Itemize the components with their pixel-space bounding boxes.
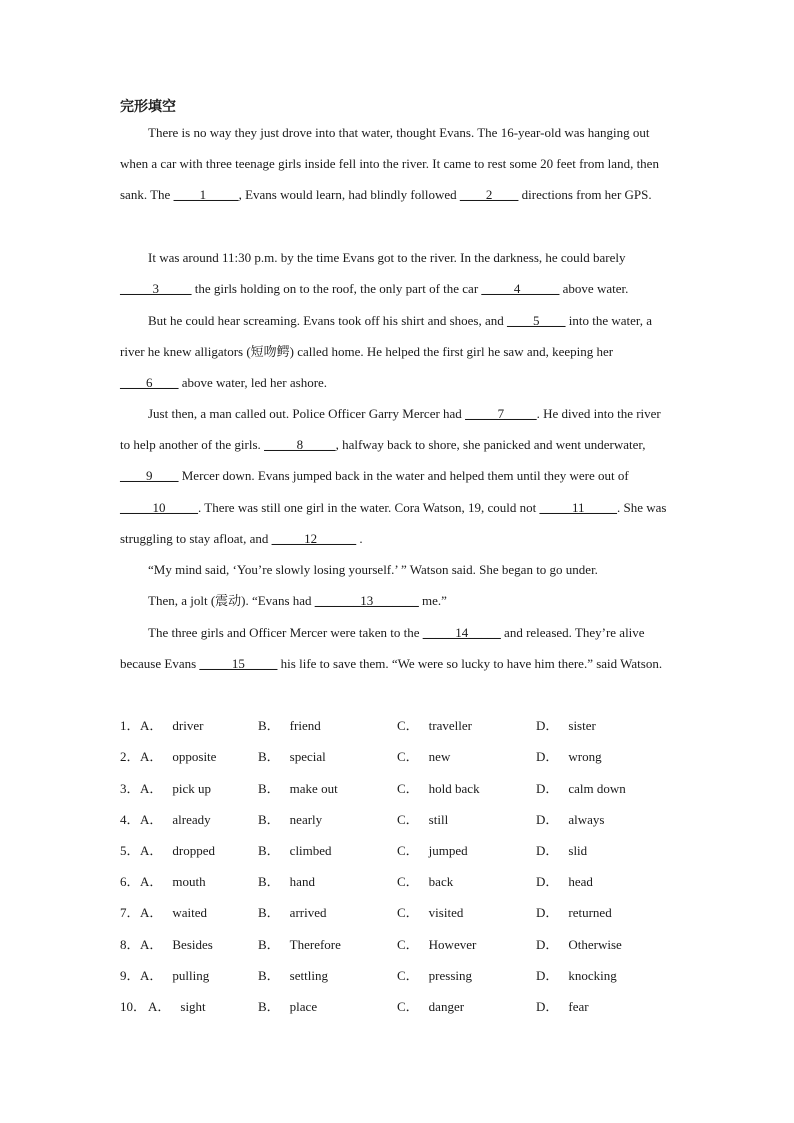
blank-7: _____7_____ [465, 406, 537, 421]
question-number: 8． [120, 937, 140, 952]
option-a: A． dropped [140, 843, 215, 858]
option-d: D． calm down [536, 781, 626, 796]
question-number: 3． [120, 781, 140, 796]
option-d: D． sister [536, 718, 596, 733]
blank-12: _____12______ [271, 530, 357, 546]
question-row [120, 903, 680, 934]
text: There is no way they just drove into that water, thought Evans. The 16-year-old was hanging out when a car with three teenage girls inside fell into the river. It came to rest some 20 feet from land, then sank. The [120, 125, 659, 203]
text: directions from her GPS. [518, 187, 652, 203]
text: The three girls and Officer Mercer were taken to the [148, 625, 423, 640]
option-b: B． arrived [258, 905, 327, 920]
paragraph-2 [120, 242, 672, 304]
paragraph-1 [120, 117, 672, 211]
paragraph-6 [120, 585, 672, 616]
text: me.” [418, 593, 447, 608]
option-d: D． head [536, 874, 593, 889]
option-a: A． Besides [140, 937, 213, 952]
blank-3: _____3_____ [120, 281, 192, 297]
text: into the water, a river he knew alligators (短吻鳄) called home. He helped the first girl he saw and, keeping her [120, 313, 652, 360]
question-row [120, 997, 680, 1028]
text: It was around 11:30 p.m. by the time Evans got to the river. In the darkness, he could barely [148, 250, 626, 265]
blank-11: _____11_____ [539, 499, 617, 515]
question-number: 7． [120, 905, 140, 920]
question-row [120, 747, 680, 778]
text: his life to save them. “We were so lucky to have him there.” said Watson. [277, 656, 663, 672]
question-number: 10． [120, 999, 147, 1014]
blank-2: ____2____ [459, 187, 519, 203]
paragraph-4 [120, 398, 672, 554]
option-a: A． sight [148, 999, 206, 1014]
blank-5: ____5____ [507, 313, 566, 328]
question-number: 5． [120, 843, 140, 858]
option-d: D． Otherwise [536, 937, 622, 952]
question-row [120, 872, 680, 903]
option-d: D． fear [536, 999, 589, 1014]
text: , halfway back to shore, she panicked and went underwater, [335, 437, 646, 453]
text: But he could hear screaming. Evans took off his shirt and shoes, and [148, 313, 507, 328]
option-c: C． However [397, 937, 477, 952]
text: . He dived into the river to help another of the girls. [120, 406, 661, 453]
option-c: C． traveller [397, 718, 472, 733]
blank-1: ____1_____ [173, 187, 239, 203]
option-b: B． make out [258, 781, 338, 796]
option-a: A． pick up [140, 781, 212, 796]
blank-8: _____8_____ [264, 437, 336, 453]
text: the girls holding on to the roof, the only part of the car [191, 281, 482, 297]
option-d: D． slid [536, 843, 588, 858]
question-row [120, 935, 680, 966]
option-c: C． danger [397, 999, 465, 1014]
option-c: C． visited [397, 905, 464, 920]
option-a: A． driver [140, 718, 204, 733]
option-b: B． friend [258, 718, 321, 733]
question-number: 6． [120, 874, 140, 889]
text: Just then, a man called out. Police Officer Garry Mercer had [148, 406, 466, 421]
paragraph-7 [120, 617, 672, 679]
text: “My mind said, ‘You’re slowly losing yourself.’ ” Watson said. She began to go under. [148, 562, 598, 577]
blank-6: ____6____ [120, 375, 179, 391]
option-a: A． mouth [140, 874, 206, 889]
text: and released. They’re alive because Evans [120, 625, 645, 672]
question-row [120, 966, 680, 997]
blank-15: _____15_____ [199, 656, 278, 672]
question-number: 2． [120, 749, 140, 764]
question-number: 1． [120, 718, 140, 733]
question-row [120, 779, 680, 810]
text: . She was struggling to stay afloat, and [120, 499, 667, 546]
question-number: 9． [120, 968, 140, 983]
option-c: C． pressing [397, 968, 473, 983]
option-c: C． back [397, 874, 454, 889]
option-a: A． already [140, 812, 211, 827]
section-title: 完形填空 [120, 100, 176, 115]
option-d: D． knocking [536, 968, 617, 983]
option-b: B． settling [258, 968, 328, 983]
option-a: A． waited [140, 905, 208, 920]
blank-10: _____10_____ [120, 499, 198, 515]
option-c: C． new [397, 749, 451, 764]
blank-4: _____4______ [481, 281, 560, 297]
option-c: C． still [397, 812, 449, 827]
text: . [356, 530, 363, 546]
option-b: B． climbed [258, 843, 332, 858]
text: Mercer down. Evans jumped back in the water and helped them until they were out of [178, 468, 629, 484]
option-b: B． place [258, 999, 318, 1014]
option-c: C． jumped [397, 843, 468, 858]
text: . There was still one girl in the water. Cora Watson, 19, could not [198, 499, 540, 515]
blank-13: _______13_______ [314, 593, 419, 608]
paragraph-5 [120, 554, 672, 585]
option-d: D． returned [536, 905, 612, 920]
question-number: 4． [120, 812, 140, 827]
blank-14: _____14_____ [422, 625, 501, 640]
blank-9: ____9____ [120, 468, 179, 484]
text: Then, a jolt (震动). “Evans had [148, 593, 315, 608]
option-b: B． hand [258, 874, 315, 889]
option-a: A． pulling [140, 968, 210, 983]
option-d: D． wrong [536, 749, 602, 764]
option-a: A． opposite [140, 749, 217, 764]
question-row [120, 841, 680, 872]
option-b: B． special [258, 749, 326, 764]
option-b: B． Therefore [258, 937, 341, 952]
text: above water. [559, 281, 629, 297]
text: , Evans would learn, had blindly followed [238, 187, 460, 203]
question-row [120, 716, 680, 747]
option-d: D． always [536, 812, 605, 827]
option-b: B． nearly [258, 812, 323, 827]
text: above water, led her ashore. [178, 375, 328, 391]
option-c: C． hold back [397, 781, 480, 796]
paragraph-3 [120, 305, 672, 399]
question-row [120, 810, 680, 841]
